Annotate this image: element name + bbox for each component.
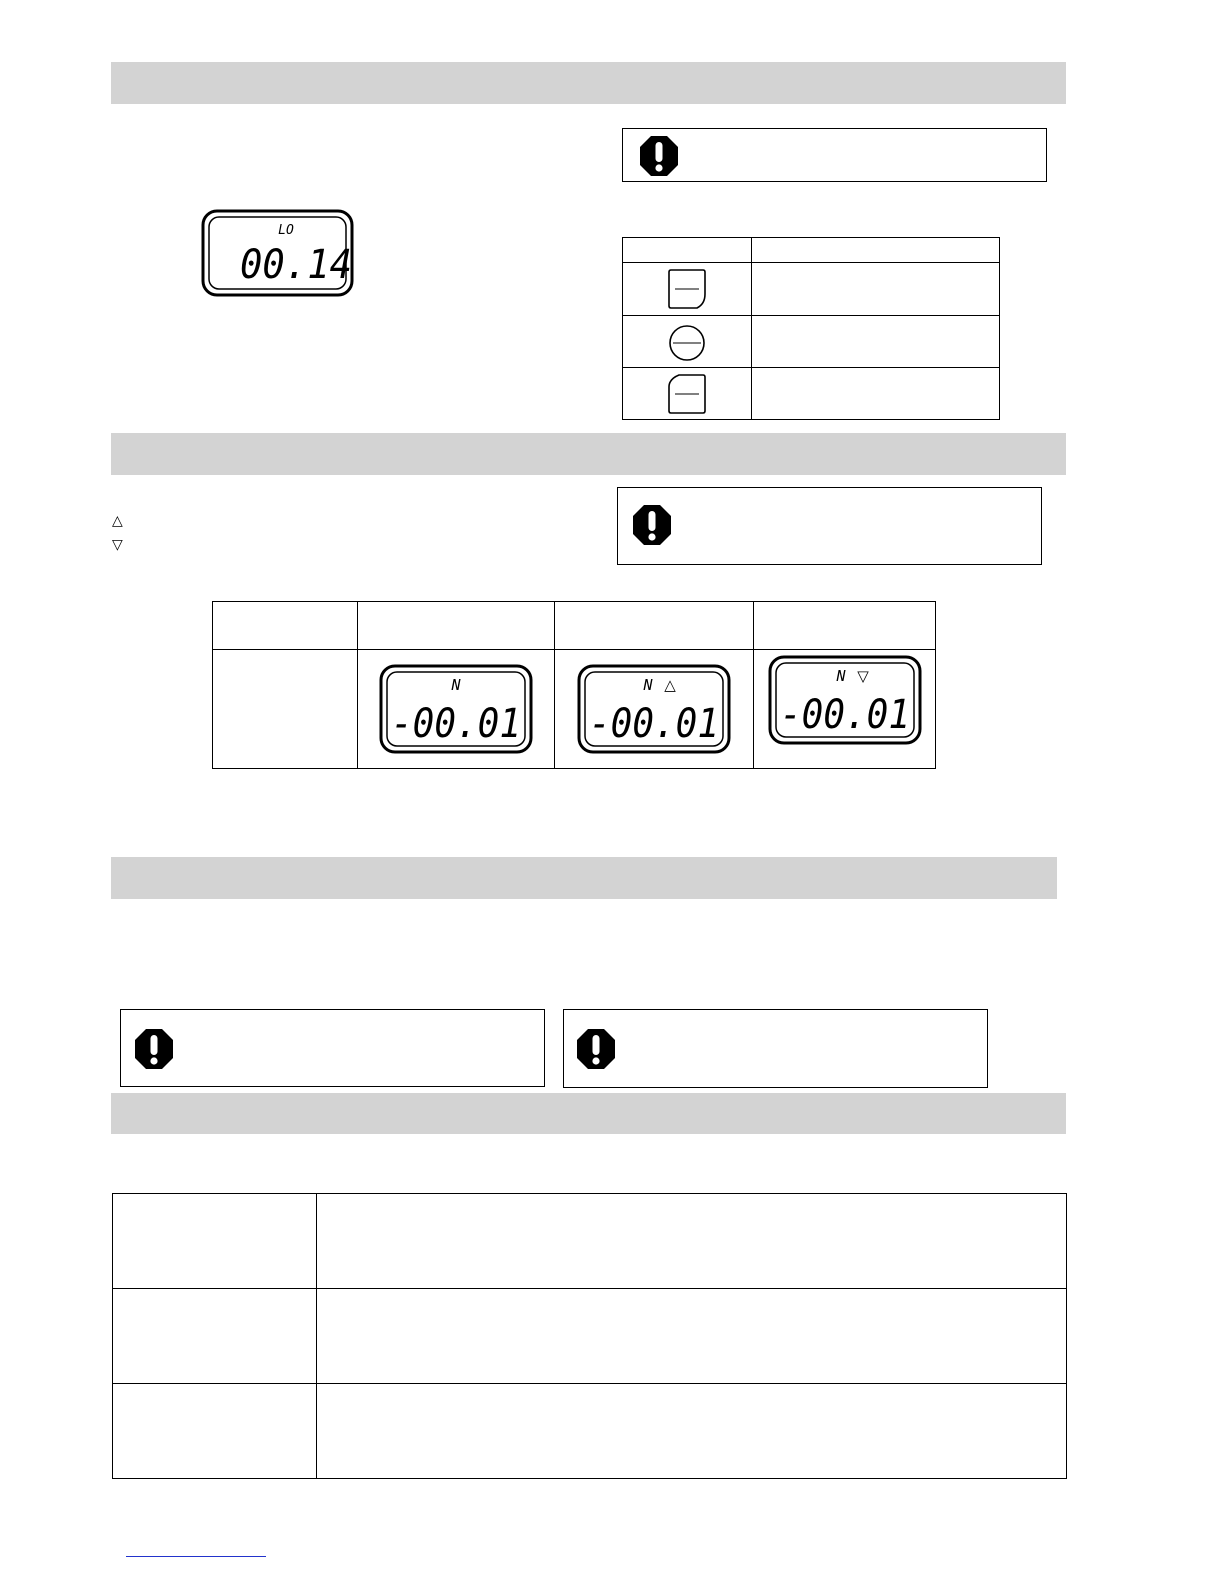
round-key-icon (663, 319, 711, 365)
table-row (113, 1194, 1067, 1289)
table-cell (752, 263, 1000, 316)
lcd-display-down (767, 654, 923, 746)
table-cell (113, 1384, 317, 1479)
table-cell (555, 602, 754, 650)
up-arrow-icon: △ (664, 676, 676, 694)
lcd-mode-label: LO (278, 223, 294, 238)
table-cell (623, 368, 752, 420)
table-cell (213, 602, 358, 650)
lcd-reading: -00.01 (589, 701, 719, 747)
table-cell (623, 316, 752, 368)
lcd-unit-label: N (451, 676, 461, 694)
tab-key-corner-bottom-right-icon (663, 266, 711, 312)
display-states-table (212, 601, 936, 769)
table-cell (754, 602, 936, 650)
table-cell (113, 1289, 317, 1384)
table-cell (358, 602, 555, 650)
table-row (113, 1384, 1067, 1479)
table-row (623, 316, 1000, 368)
exclamation-icon (576, 1028, 616, 1070)
lcd-display-normal (378, 663, 534, 755)
table-cell (752, 316, 1000, 368)
section-header-band-3 (111, 857, 1057, 899)
footer-link-underline[interactable] (126, 1556, 266, 1557)
table-cell (317, 1194, 1067, 1289)
table-cell (317, 1289, 1067, 1384)
lcd-reading: 00.14 (240, 242, 352, 288)
down-arrow-icon: ▽ (856, 667, 869, 685)
table-cell (555, 650, 754, 769)
down-arrow-icon: ▽ (112, 537, 123, 553)
table-row (113, 1289, 1067, 1384)
note-box-3 (120, 1009, 545, 1087)
table-row (623, 263, 1000, 316)
specification-table (112, 1193, 1067, 1479)
note-box-2 (617, 487, 1042, 565)
table-row (623, 238, 1000, 263)
table-cell (754, 650, 936, 769)
lcd-unit-label: N (835, 667, 846, 685)
table-row (213, 650, 936, 769)
table-cell (317, 1384, 1067, 1479)
table-cell (113, 1194, 317, 1289)
table-cell (752, 238, 1000, 263)
table-cell (752, 368, 1000, 420)
exclamation-icon (639, 135, 679, 177)
table-cell (213, 650, 358, 769)
lcd-reading: -00.01 (779, 692, 910, 738)
note-box-4 (563, 1009, 988, 1088)
section-header-band-1 (111, 62, 1066, 104)
exclamation-icon (632, 504, 672, 546)
key-shape-table (622, 237, 1000, 420)
section-header-band-4 (111, 1093, 1066, 1134)
note-box-1 (622, 128, 1047, 182)
lcd-display-up (576, 663, 732, 755)
table-cell (623, 263, 752, 316)
lcd-reading: -00.01 (391, 701, 521, 747)
table-row (213, 602, 936, 650)
up-arrow-icon: △ (112, 513, 123, 529)
table-row (623, 368, 1000, 420)
table-cell (623, 238, 752, 263)
table-cell (358, 650, 555, 769)
lcd-display-lo (200, 208, 355, 298)
tab-key-corner-top-left-icon (663, 371, 711, 417)
section-header-band-2 (111, 433, 1066, 475)
lcd-unit-label: N (643, 676, 653, 694)
exclamation-icon (134, 1028, 174, 1070)
